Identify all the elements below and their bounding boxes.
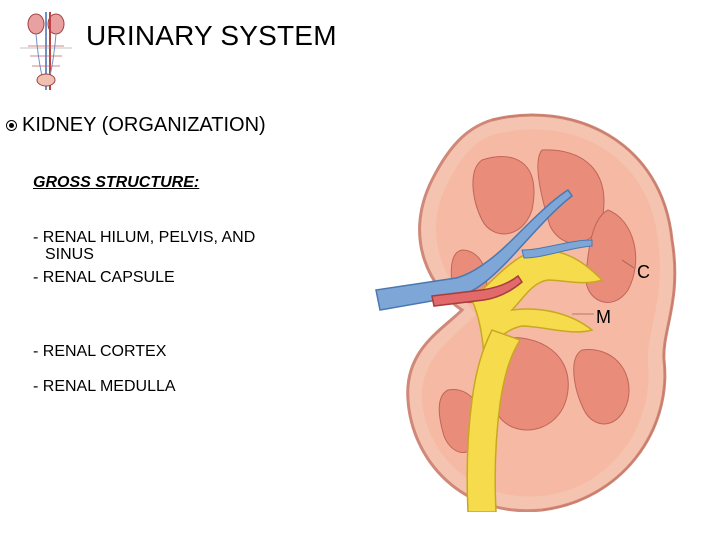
list-item [33,229,333,263]
bullet-text: KIDNEY (ORGANIZATION) [22,114,266,136]
page-title: URINARY SYSTEM [86,20,337,51]
list-item: - RENAL CAPSULE [33,269,175,286]
list-item: - RENAL MEDULLA [33,378,176,395]
bullet-item [6,114,266,137]
list-item: - RENAL CORTEX [33,343,167,360]
list-item-text-continued: SINUS [45,246,94,263]
kidney-cross-section-illustration [372,100,702,512]
list-item-text: - RENAL HILUM, PELVIS, AND [33,229,256,246]
urinary-system-icon [14,8,78,92]
medulla-label: M [596,307,611,327]
section-heading: GROSS STRUCTURE: [33,174,200,191]
bullet-icon [6,120,17,131]
cortex-label: C [637,262,650,282]
